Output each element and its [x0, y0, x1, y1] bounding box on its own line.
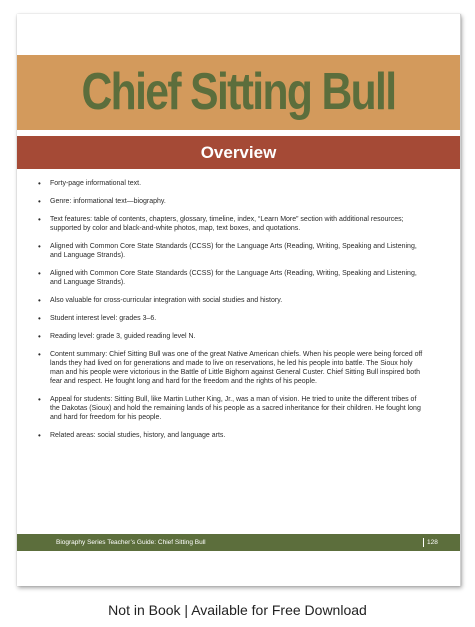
list-item: • Content summary: Chief Sitting Bull was one of the great Native American chiefs. When his people were being forced off lands they had lived on for generations and made to live on reservations, he led his people into battle. The Sioux holy man and his people were victorious in the Battle of Little Bighorn against General Custer. Chief Sitting Bull inspired both fear and respect. He fought long and hard for the freedom and the rights of his people. — [37, 350, 427, 386]
page-number: 128 — [427, 539, 438, 546]
list-item: • Student interest level: grades 3–6. — [37, 314, 427, 323]
overview-list — [37, 179, 427, 449]
list-item: • Related areas: social studies, history, and language arts. — [37, 431, 427, 440]
footer-divider — [423, 538, 424, 547]
list-item: • Aligned with Common Core State Standards (CCSS) for the Language Arts (Reading, Writing, Speaking and Listening, and Language Strands). — [37, 242, 427, 260]
title-banner — [17, 55, 460, 130]
list-item: • Aligned with Common Core State Standards (CCSS) for the Language Arts (Reading, Writing, Speaking and Listening, and Language Strands). — [37, 269, 427, 287]
list-item: • Appeal for students: Sitting Bull, like Martin Luther King, Jr., was a man of vision. He tried to unite the different tribes of the Dakotas (Sioux) and hold the remaining lands of his people as a sacred inheritance for their children. He fought long and hard for freedom for his people. — [37, 395, 427, 422]
list-item: • Reading level: grade 3, guided reading level N. — [37, 332, 427, 341]
download-caption: Not in Book | Available for Free Download — [108, 602, 367, 618]
list-item: • Forty-page informational text. — [37, 179, 427, 188]
list-item: • Text features: table of contents, chapters, glossary, timeline, index, “Learn More” section with additional resources; supported by color and black-and-white photos, map, text boxes, and quotations. — [37, 215, 427, 233]
list-item: • Also valuable for cross-curricular integration with social studies and history. — [37, 296, 427, 305]
page-footer — [17, 534, 460, 551]
document-page — [17, 14, 461, 586]
section-banner — [17, 136, 460, 169]
footer-series-title: Biography Series Teacher’s Guide: Chief Sitting Bull — [56, 539, 206, 546]
list-item: • Genre: informational text—biography. — [37, 197, 427, 206]
section-heading: Overview — [200, 143, 277, 162]
page-title: Chief Sitting Bull — [81, 63, 396, 121]
